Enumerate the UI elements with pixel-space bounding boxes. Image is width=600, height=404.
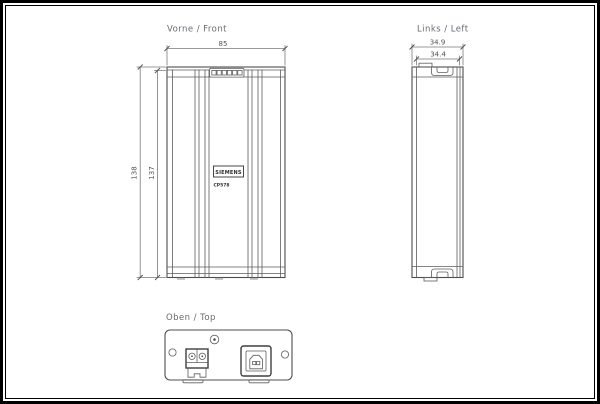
left-housing-outline — [412, 67, 463, 278]
din-clip-top-outer — [432, 67, 454, 75]
front-dim-height-inner — [148, 68, 166, 280]
left-view — [410, 25, 469, 282]
frame-inner-border — [6, 6, 595, 399]
usb-contact — [253, 362, 256, 365]
top-tab — [419, 63, 432, 67]
din-foot — [215, 278, 223, 280]
left-depth-inner-value: 34.4 — [430, 50, 446, 59]
front-dim-width — [165, 40, 288, 65]
front-height-outer-value: 138 — [130, 166, 139, 180]
side-seam-lines — [417, 67, 461, 278]
terminal-screw-center — [191, 355, 193, 357]
din-foot — [177, 278, 185, 280]
power-terminal-dividers — [187, 350, 207, 363]
top-view — [165, 313, 292, 383]
din-clip-bottom-outer — [432, 269, 454, 277]
brand-label-text: SIEMENS — [215, 169, 242, 176]
mounting-hole-left — [169, 349, 176, 356]
front-view — [131, 25, 288, 281]
screw-head — [210, 335, 219, 344]
power-terminal-2pin — [186, 349, 208, 377]
left-dim-depth-inner — [414, 50, 462, 65]
frame-outer-border — [2, 2, 599, 403]
terminal-strip — [210, 68, 245, 77]
top-view-title: Oben / Top — [166, 313, 216, 323]
top-housing-outline — [165, 330, 292, 380]
brand-label — [214, 166, 244, 189]
front-device-body — [167, 67, 285, 280]
din-clip-bottom-inner — [437, 272, 448, 277]
usb-b-shroud — [246, 351, 266, 371]
side-band-lines — [412, 77, 463, 267]
model-label-text: CP578 — [213, 183, 230, 189]
screw-center — [213, 338, 216, 341]
top-device-body — [165, 330, 292, 383]
power-terminal-base — [188, 368, 206, 377]
front-height-inner-value: 137 — [148, 166, 156, 180]
left-depth-outer-value: 34.9 — [429, 38, 446, 47]
drawing-frame — [2, 2, 599, 403]
din-clip-top-inner — [437, 67, 448, 72]
left-device-body — [412, 63, 463, 281]
usb-contact — [257, 362, 260, 365]
usb-b-outer — [241, 346, 271, 376]
din-foot — [250, 278, 258, 280]
front-width-value: 85 — [218, 39, 228, 48]
left-view-title: Links / Left — [417, 24, 469, 35]
front-view-title: Vorne / Front — [167, 24, 227, 35]
terminal-screw-center — [201, 355, 203, 357]
mounting-hole-right — [281, 351, 288, 358]
usb-b-port — [241, 346, 271, 376]
